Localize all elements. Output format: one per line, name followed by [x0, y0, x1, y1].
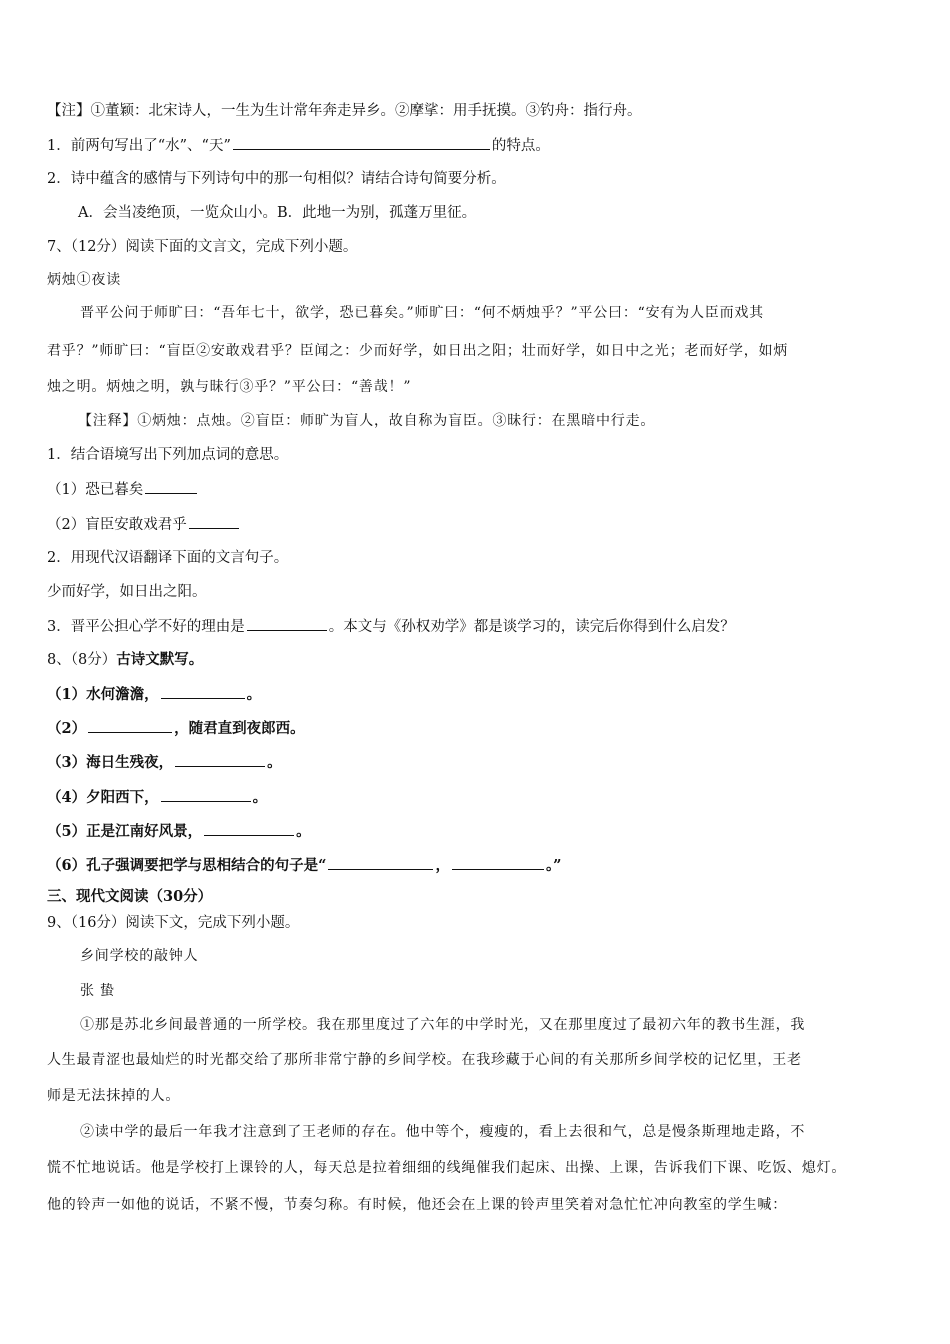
- question-7-1-item: （2）盲臣安敢戏君乎: [47, 514, 241, 535]
- classical-text-line: 晋平公问于师旷曰：“吾年七十，欲学，恐已暮矣。”师旷曰：“何不炳烛乎？”平公曰：“安有为人臣而戏其: [80, 305, 764, 321]
- answer-blank[interactable]: [175, 752, 265, 767]
- article-paragraph-line: ②读中学的最后一年我才注意到了王老师的存在。他中等个，瘦瘦的，看上去很和气，总是慢条斯理地走路，不: [80, 1124, 806, 1140]
- section-8-heading: 8、（8分）古诗文默写。: [47, 651, 204, 668]
- poem-note: 【注】①董颖：北宋诗人，一生为生计常年奔走异乡。②摩挲：用手抚摸。③钓舟：指行舟。: [47, 103, 642, 119]
- answer-blank[interactable]: [452, 855, 544, 870]
- article-paragraph-line: 慌不忙地说话。他是学校打上课铃的人，每天总是拉着细细的线绳催我们起床、出操、上课，告诉我们下课、吃饭、熄灯。: [47, 1160, 847, 1176]
- answer-blank[interactable]: [233, 135, 490, 150]
- section-3-heading: 三、现代文阅读（30分）: [47, 888, 213, 905]
- question-6-2: 2．诗中蕴含的感情与下列诗句中的那一句相似？请结合诗句简要分析。: [47, 171, 506, 187]
- dictation-item-1: （1）水何澹澹， 。: [47, 686, 262, 703]
- question-7-1: 1．结合语境写出下列加点词的意思。: [47, 447, 289, 463]
- article-paragraph-line: 人生最青涩也最灿烂的时光都交给了那所非常宁静的乡间学校。在我珍藏于心间的有关那所乡间学校的记忆里，王老: [47, 1052, 802, 1068]
- answer-blank[interactable]: [161, 787, 251, 802]
- question-7-1-item: （1）恐已暮矣: [47, 479, 199, 500]
- section-9-heading: 9、（16分）阅读下文，完成下列小题。: [47, 915, 300, 931]
- article-author: 张 蛰: [80, 983, 115, 999]
- question-6-1: 1．前两句写出了“水”、“天” 的特点。: [47, 135, 550, 156]
- question-7-3: 3．晋平公担心学不好的理由是 。本文与《孙权劝学》都是谈学习的，读完后你得到什么启发？: [47, 616, 735, 637]
- answer-blank[interactable]: [145, 479, 197, 494]
- article-paragraph-line: 他的铃声一如他的说话，不紧不慢，节奏匀称。有时候，他还会在上课的铃声里笑着对急忙忙冲向教室的学生喊：: [47, 1197, 787, 1213]
- answer-blank[interactable]: [328, 855, 433, 870]
- question-7-2-sentence: 少而好学，如日出之阳。: [47, 584, 207, 600]
- section-7-heading: 7、（12分）阅读下面的文言文，完成下列小题。: [47, 239, 358, 255]
- classical-text-line: 烛之明。炳烛之明，孰与昧行③乎？”平公曰：“善哉！”: [47, 379, 412, 395]
- answer-blank[interactable]: [247, 616, 327, 631]
- answer-blank[interactable]: [88, 718, 172, 733]
- dictation-item-3: （3）海日生残夜， 。: [47, 754, 282, 771]
- question-7-2: 2．用现代汉语翻译下面的文言句子。: [47, 550, 289, 566]
- answer-blank[interactable]: [189, 514, 239, 529]
- classical-text-line: 君乎？”师旷曰：“盲臣②安敢戏君乎？臣闻之：少而好学，如日出之阳；壮而好学，如日中之光；老而好学，如炳: [47, 343, 789, 359]
- classical-text-note: 【注释】①炳烛：点烛。②盲臣：师旷为盲人，故自称为盲臣。③昧行：在黑暗中行走。: [78, 413, 656, 429]
- answer-blank[interactable]: [204, 821, 294, 836]
- question-6-2-options: A．会当凌绝顶，一览众山小。B．此地一为别，孤蓬万里征。: [78, 205, 477, 221]
- article-paragraph-line: ①那是苏北乡间最普通的一所学校。我在那里度过了六年的中学时光，又在那里度过了最初六年的教书生涯，我: [80, 1017, 806, 1033]
- dictation-item-5: （5）正是江南好风景， 。: [47, 823, 311, 840]
- dictation-item-4: （4）夕阳西下， 。: [47, 789, 268, 806]
- dictation-item-2: （2） ，随君直到夜郎西。: [47, 720, 305, 737]
- classical-text-title: 炳烛①夜读: [47, 272, 121, 288]
- answer-blank[interactable]: [161, 684, 245, 699]
- article-paragraph-line: 师是无法抹掉的人。: [47, 1088, 181, 1104]
- article-title: 乡间学校的敲钟人: [80, 948, 199, 964]
- dictation-item-6: （6）孔子强调要把学与思相结合的句子是“ ， 。”: [47, 857, 562, 874]
